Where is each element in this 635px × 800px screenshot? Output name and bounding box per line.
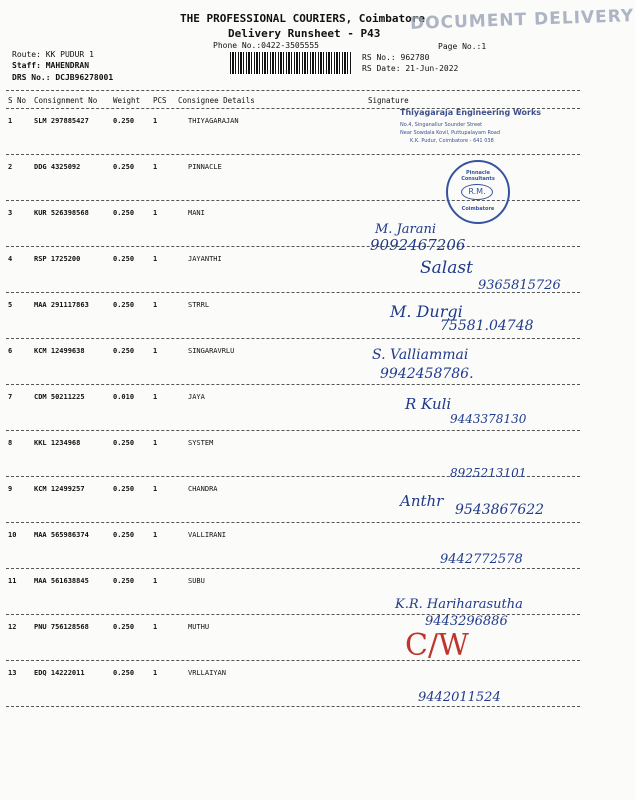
cell-name: PINNACLE [188, 163, 222, 171]
cell-sno: 4 [8, 255, 13, 263]
cell-name: CHANDRA [188, 485, 218, 493]
cell-wt: 0.250 [113, 485, 135, 493]
cell-wt: 0.250 [113, 117, 135, 125]
row-divider [6, 660, 580, 661]
cell-name: VALLIRANI [188, 531, 226, 539]
cell-pcs: 1 [153, 531, 158, 539]
cell-pcs: 1 [153, 577, 158, 585]
cell-cn: CDM 50211225 [34, 393, 85, 401]
cell-pcs: 1 [153, 439, 158, 447]
cell-wt: 0.250 [113, 669, 135, 677]
pinnacle-round-stamp [446, 160, 510, 224]
cell-wt: 0.250 [113, 531, 135, 539]
signature-row13-phone: 9442011524 [418, 690, 501, 705]
cell-wt: 0.250 [113, 209, 135, 217]
cell-pcs: 1 [153, 485, 158, 493]
cell-name: STRRL [188, 301, 210, 309]
cell-cn: KCM 12499257 [34, 485, 85, 493]
route: Route: KK PUDUR 1 [12, 50, 94, 59]
company-stamp-name: Thiyagaraja Engineering Works [400, 108, 542, 117]
company-stamp-line3: Near Sowdala Kovil, Puttupalayam Road [400, 130, 501, 136]
rs-date: RS Date: 21-Jun-2022 [362, 64, 459, 73]
signature-row9-name: Anthr [400, 492, 444, 510]
signature-row5-phone: 75581.04748 [440, 318, 534, 334]
cell-pcs: 1 [153, 347, 158, 355]
cell-cn: MAA 561638845 [34, 577, 89, 585]
signature-row6-name: S. Valliammai [372, 347, 469, 363]
cell-name: MANI [188, 209, 205, 217]
signature-row8-phone: 8925213101 [450, 466, 527, 480]
signature-row3-phone: 9092467206 [370, 236, 466, 254]
col-consignee: Consignee Details [178, 96, 255, 105]
signature-row7-name: R Kuli [405, 395, 452, 413]
cell-pcs: 1 [153, 669, 158, 677]
col-pcs: PCS [153, 96, 167, 105]
page-number: Page No.:1 [438, 42, 487, 51]
cell-pcs: 1 [153, 393, 158, 401]
cell-cn: MAA 565986374 [34, 531, 89, 539]
cell-cn: KKL 1234968 [34, 439, 81, 447]
cell-cn: PNU 756128568 [34, 623, 89, 631]
staff: Staff: MAHENDRAN [12, 61, 90, 70]
row-divider [6, 430, 580, 431]
cell-name: JAYANTHI [188, 255, 222, 263]
signature-row12-name: K.R. Hariharasutha [395, 597, 523, 612]
col-signature: Signature [368, 96, 409, 105]
barcode [230, 52, 352, 74]
cell-pcs: 1 [153, 301, 158, 309]
round-stamp-initials: R.M. [461, 184, 493, 200]
cell-cn: RSP 1725200 [34, 255, 81, 263]
cell-cn: DDG 4325092 [34, 163, 81, 171]
row-divider [6, 706, 580, 707]
rs-number: RS No.: 962780 [362, 53, 430, 62]
signature-row4-phone: 9365815726 [478, 278, 561, 293]
document-delivery-stamp: DOCUMENT DELIVERY [409, 6, 635, 34]
cell-wt: 0.250 [113, 301, 135, 309]
cell-cn: KCM 12499638 [34, 347, 85, 355]
signature-row6-phone: 9942458786. [380, 366, 474, 382]
cell-cn: KUR 526398568 [34, 209, 89, 217]
cell-pcs: 1 [153, 209, 158, 217]
cell-name: THIYAGARAJAN [188, 117, 239, 125]
cell-sno: 9 [8, 485, 13, 493]
cell-sno: 7 [8, 393, 13, 401]
runsheet-title: Delivery Runsheet - P43 [228, 27, 381, 40]
col-weight: Weight [113, 96, 141, 105]
cell-sno: 8 [8, 439, 13, 447]
col-sno: S No [8, 96, 27, 105]
signature-row5-name: M. Durgi [390, 302, 463, 321]
company-title: THE PROFESSIONAL COURIERS, Coimbatore [180, 12, 426, 25]
cell-pcs: 1 [153, 163, 158, 171]
cell-name: SYSTEM [188, 439, 214, 447]
phone-number: Phone No.:0422-3505555 [213, 41, 319, 50]
cell-sno: 13 [8, 669, 17, 677]
cell-name: SUBU [188, 577, 205, 585]
cell-sno: 2 [8, 163, 13, 171]
round-stamp-bottom: Coimbatore [461, 206, 495, 212]
cell-pcs: 1 [153, 623, 158, 631]
signature-row12-phone: 9443296886 [425, 614, 508, 629]
cell-sno: 3 [8, 209, 13, 217]
cell-name: VRLLAIYAN [188, 669, 226, 677]
cell-sno: 11 [8, 577, 17, 585]
cell-pcs: 1 [153, 255, 158, 263]
cell-pcs: 1 [153, 117, 158, 125]
cell-wt: 0.250 [113, 347, 135, 355]
cell-name: SINGARAVRLU [188, 347, 235, 355]
cell-wt: 0.250 [113, 623, 135, 631]
cell-cn: EDQ 14222011 [34, 669, 85, 677]
cell-wt: 0.010 [113, 393, 135, 401]
cell-wt: 0.250 [113, 255, 135, 263]
cell-name: MUTHU [188, 623, 210, 631]
cell-wt: 0.250 [113, 163, 135, 171]
drs-number: DRS No.: DCJB96278001 [12, 73, 114, 82]
signature-row9-phone: 9543867622 [455, 502, 545, 518]
cell-wt: 0.250 [113, 577, 135, 585]
row-divider [6, 246, 580, 247]
cell-cn: SLM 297885427 [34, 117, 89, 125]
cell-wt: 0.250 [113, 439, 135, 447]
signature-row7-phone: 9443378130 [450, 412, 527, 426]
company-stamp-line4: K.K. Pudur, Coimbatore - 641 038 [410, 138, 494, 144]
row-divider [6, 338, 580, 339]
row-divider [6, 568, 580, 569]
cell-cn: MAA 291117863 [34, 301, 89, 309]
signature-row10-phone: 9442772578 [440, 552, 523, 567]
cell-sno: 10 [8, 531, 17, 539]
cell-sno: 5 [8, 301, 13, 309]
row-divider [6, 384, 580, 385]
row-divider [6, 522, 580, 523]
signature-row4-name: Salast [420, 258, 473, 278]
cell-sno: 6 [8, 347, 13, 355]
round-stamp-top: Pinnacle Consultants [461, 170, 495, 182]
cell-sno: 12 [8, 623, 17, 631]
header-rule-top [6, 90, 580, 91]
cell-sno: 1 [8, 117, 13, 125]
company-stamp-line2: No.4, Singanallur Sounder Street [400, 122, 483, 128]
col-consignment: Consignment No [34, 96, 98, 105]
signature-row3-name: M. Jarani [375, 222, 437, 237]
signature-row12-cw: C/W [405, 628, 469, 663]
cell-name: JAYA [188, 393, 205, 401]
